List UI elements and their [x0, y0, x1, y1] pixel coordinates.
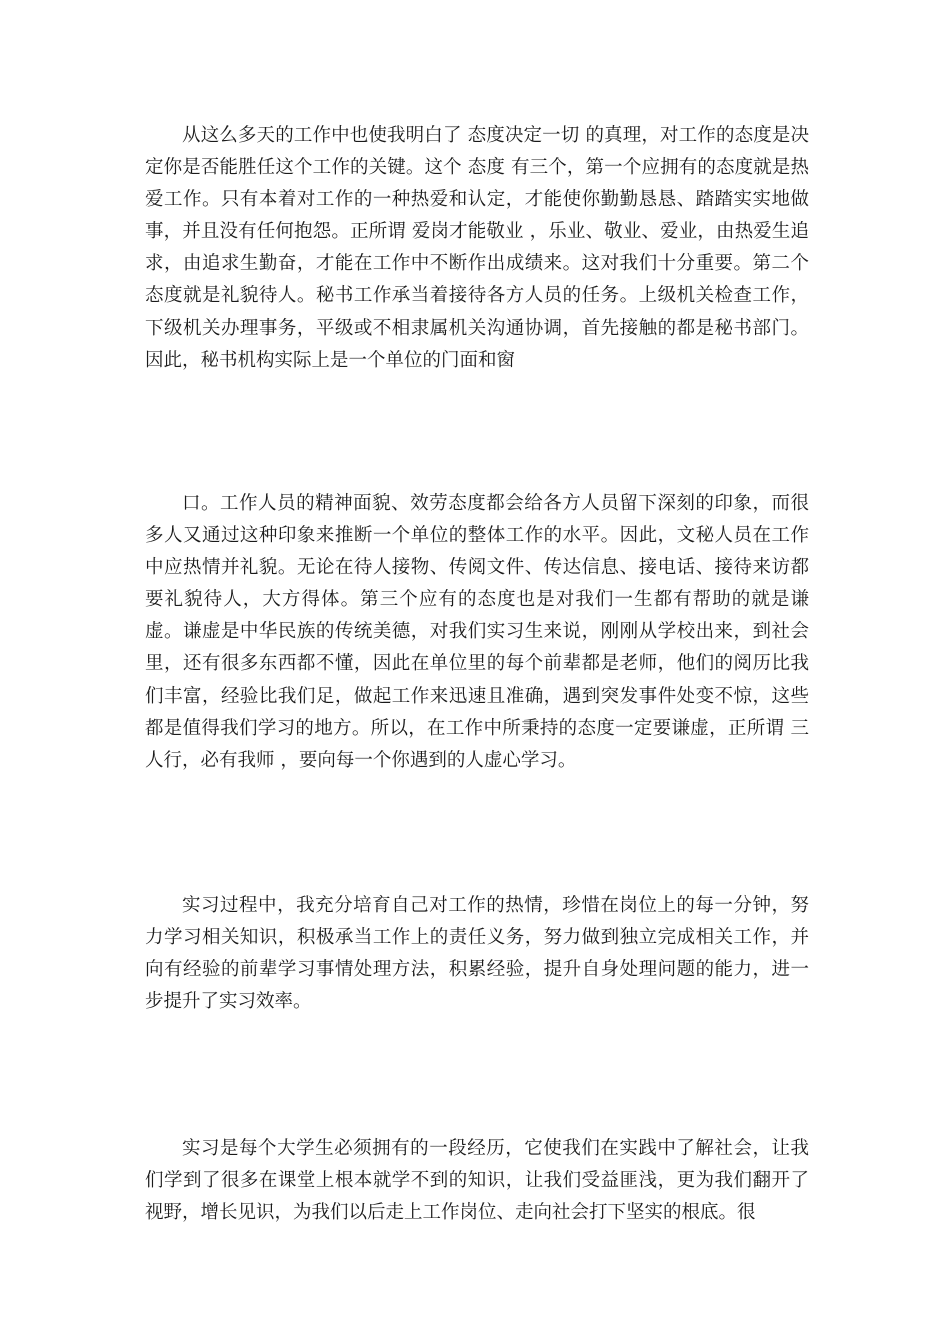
paragraph-internship-process: 实习过程中，我充分培育自己对工作的热情，珍惜在岗位上的每一分钟，努力学习相关知识，积极承当工作上的责任义务，努力做到独立完成相关工作，并向有经验的前辈学习事情处理方法，积累经验，提升自身处理问题的能力，进一步提升了实习效率。	[145, 895, 809, 1013]
paragraph-courtesy-humility: 口。工作人员的精神面貌、效劳态度都会给各方人员留下深刻的印象，而很多人又通过这种印象来推断一个单位的整体工作的水平。因此，文秘人员在工作中应热情并礼貌。无论在待人接物、传阅文件、传达信息、接电话、接待来访都要礼貌待人，大方得体。第三个应有的态度也是对我们一生都有帮助的就是谦虚。谦虚是中华民族的传统美德，对我们实习生来说，刚刚从学校出来，到社会里，还有很多东西都不懂，因此在单位里的每个前辈都是老师，他们的阅历比我们丰富，经验比我们足，做起工作来迅速且准确，遇到突发事件处变不惊，这些都是值得我们学习的地方。所以，在工作中所秉持的态度一定要谦虚，正所谓 三人行，必有我师 ，要向每一个你遇到的人虚心学习。	[145, 493, 809, 771]
paragraph-internship-value: 实习是每个大学生必须拥有的一段经历，它使我们在实践中了解社会，让我们学到了很多在课堂上根本就学不到的知识，让我们受益匪浅，更为我们翻开了视野，增长见识，为我们以后走上工作岗位、走向社会打下坚实的根底。很	[145, 1138, 809, 1224]
paragraph-work-attitude: 从这么多天的工作中也使我明白了 态度决定一切 的真理，对工作的态度是决定你是否能胜任这个工作的关键。这个 态度 有三个，第一个应拥有的态度就是热爱工作。只有本着对工作的一种热爱和认定，才能使你勤勤恳恳、踏踏实实地做事，并且没有任何抱怨。正所谓 爱岗才能敬业 ，乐业、敬业、爱业，由热爱生追求，由追求生勤奋，才能在工作中不断作出成绩来。这对我们十分重要。第二个态度就是礼貌待人。秘书工作承当着接待各方人员的任务。上级机关检查工作，下级机关办理事务，平级或不相隶属机关沟通协调，首先接触的都是秘书部门。因此，秘书机构实际上是一个单位的门面和窗	[145, 125, 809, 371]
